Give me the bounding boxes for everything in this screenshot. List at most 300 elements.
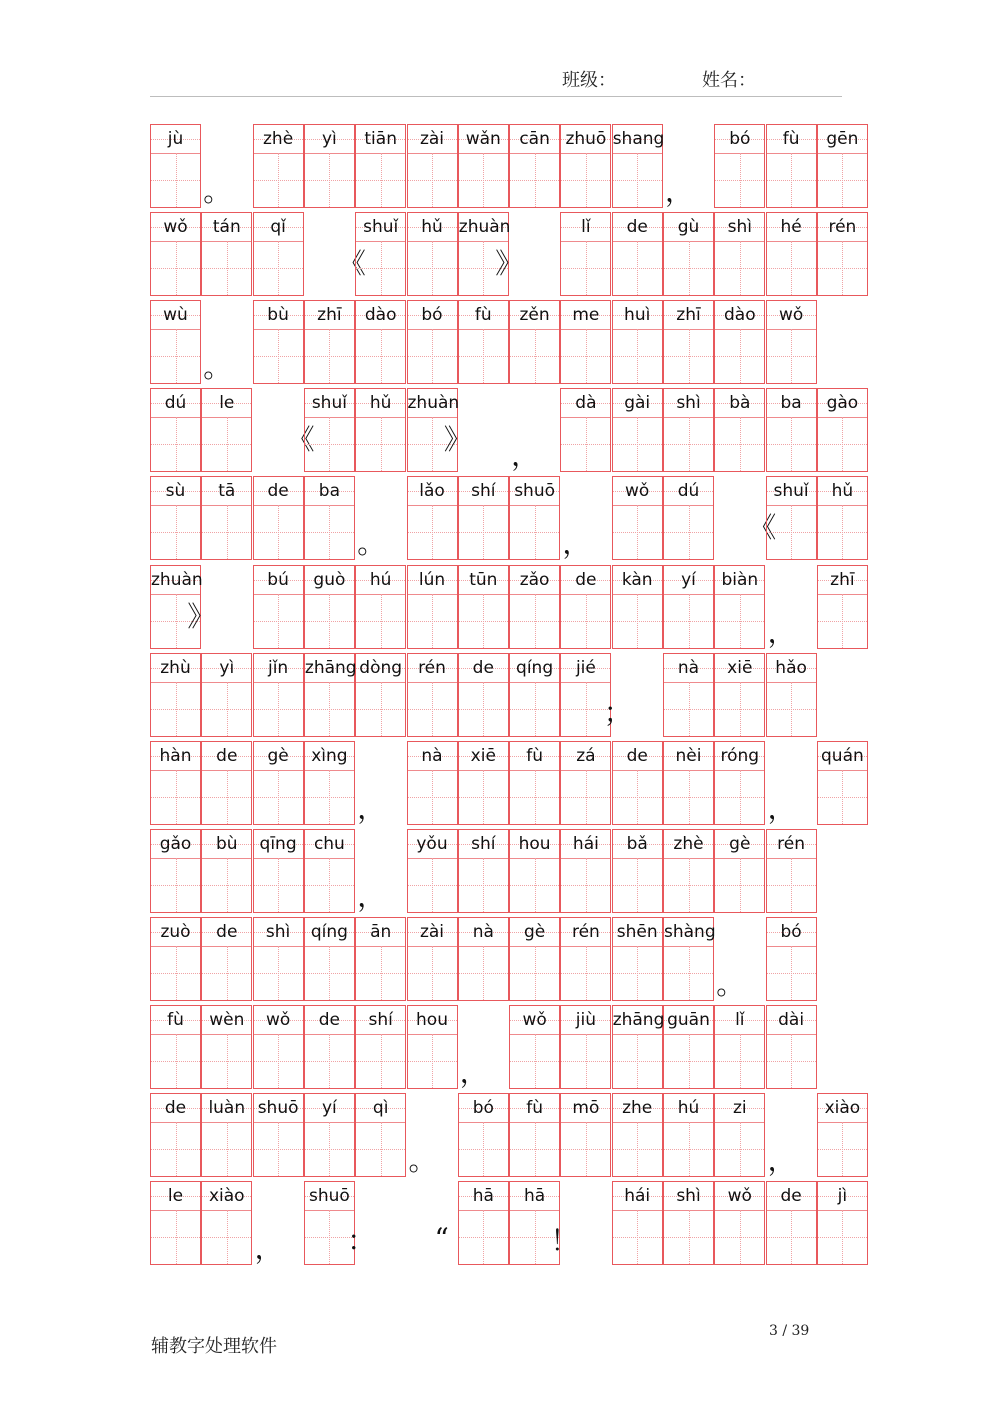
pinyin-label: bù [216, 833, 238, 854]
tian-ge-cell [201, 653, 252, 737]
pinyin-label: de [318, 1010, 341, 1030]
tian-ge-cell [304, 124, 355, 208]
tian-ge-cell [612, 741, 663, 825]
pinyin-label: kàn [621, 569, 653, 590]
punctuation-comma: ， [357, 791, 386, 825]
pinyin-label: bù [267, 305, 289, 326]
tian-ge-cell [663, 388, 714, 472]
pinyin-label: sù [165, 481, 186, 502]
punctuation-comma: ， [767, 1144, 796, 1178]
tian-ge-cell [714, 300, 765, 384]
punctuation-period: 。 [716, 967, 745, 1001]
pinyin-label: quán [821, 745, 864, 766]
pinyin-label: shēn [616, 921, 658, 942]
pinyin-label: shí [471, 833, 496, 854]
tian-ge-cell [304, 565, 355, 649]
tian-ge-cell [663, 653, 714, 737]
punctuation-semicolon: ； [603, 695, 632, 729]
tian-ge-cell [817, 212, 868, 296]
tian-ge-cell [355, 124, 406, 208]
tian-ge-cell [458, 476, 509, 560]
tian-ge-cell [150, 300, 201, 384]
tian-ge-cell [817, 565, 868, 649]
pinyin-label: hái [624, 1186, 651, 1207]
tian-ge-cell [612, 829, 663, 913]
pinyin-label: hǔ [831, 481, 854, 502]
tian-ge-cell [150, 829, 201, 913]
tian-ge-cell [150, 124, 201, 208]
pinyin-label: de [216, 921, 238, 942]
tian-ge-cell [714, 1181, 765, 1265]
name-label: 姓名： [702, 70, 756, 91]
pinyin-label: jì [837, 1186, 848, 1207]
tian-ge-cell [407, 653, 458, 737]
pinyin-label: dào [364, 305, 397, 326]
tian-ge-cell [509, 829, 560, 913]
punctuation-close-book-quote: 》 [187, 599, 216, 633]
pinyin-label: zhāng [612, 1010, 665, 1030]
pinyin-label: biàn [721, 569, 759, 590]
pinyin-label: xiē [727, 657, 753, 678]
pinyin-label: zhuàn [151, 569, 203, 590]
pinyin-label: shuǐ [773, 481, 809, 502]
tian-ge-cell [612, 212, 663, 296]
tian-ge-cell [714, 565, 765, 649]
tian-ge-cell [766, 124, 817, 208]
pinyin-label: dài [778, 1010, 805, 1030]
tian-ge-cell [766, 476, 817, 560]
pinyin-label: zi [732, 1098, 747, 1119]
tian-ge-cell [714, 124, 765, 208]
tian-ge-cell [253, 829, 304, 913]
pinyin-label: dà [575, 393, 597, 414]
tian-ge-cell [560, 829, 611, 913]
pinyin-label: jiù [575, 1010, 596, 1030]
tian-ge-cell [407, 829, 458, 913]
pinyin-label: rén [418, 657, 446, 678]
tian-ge-cell [304, 388, 355, 472]
pinyin-label: lǐ [735, 1010, 745, 1030]
tian-ge-cell [509, 653, 560, 737]
tian-ge-cell [612, 917, 663, 1001]
punctuation-comma: ， [459, 1056, 488, 1089]
tian-ge-cell [201, 388, 252, 472]
pinyin-label: hou [518, 833, 551, 854]
pinyin-label: rén [828, 217, 857, 238]
tian-ge-cell [150, 388, 201, 472]
pinyin-label: zài [419, 921, 445, 942]
tian-ge-cell [355, 565, 406, 649]
tian-ge-cell [150, 1093, 201, 1177]
tian-ge-cell [560, 741, 611, 825]
pinyin-label: hǔ [421, 217, 443, 238]
punctuation-period: 。 [357, 527, 386, 561]
tian-ge-cell [304, 1093, 355, 1177]
pinyin-label: ba [780, 393, 802, 414]
tian-ge-cell [150, 917, 201, 1001]
class-label: 班级： [562, 70, 616, 91]
tian-ge-cell [560, 565, 611, 649]
pinyin-label: bú [267, 569, 289, 590]
tian-ge-cell [714, 1093, 765, 1177]
pinyin-label: wǒ [522, 1010, 547, 1030]
pinyin-label: de [575, 569, 597, 590]
pinyin-label: de [216, 745, 238, 766]
pinyin-label: chu [313, 833, 345, 854]
pinyin-label: tūn [469, 569, 498, 590]
punctuation-exclamation: ！ [550, 1224, 579, 1258]
pinyin-label: de [472, 657, 494, 678]
tian-ge-cell [407, 212, 458, 296]
pinyin-label: de [626, 745, 648, 766]
tian-ge-cell [663, 1181, 714, 1265]
tian-ge-cell [714, 212, 765, 296]
tian-ge-cell [304, 741, 355, 825]
tian-ge-cell [201, 829, 252, 913]
tian-ge-cell [150, 653, 201, 737]
tian-ge-cell [150, 1181, 201, 1265]
tian-ge-cell [714, 653, 765, 737]
punctuation-comma: ， [511, 439, 540, 473]
pinyin-label: zǎo [519, 569, 550, 590]
tian-ge-cell [560, 1093, 611, 1177]
tian-ge-cell [304, 829, 355, 913]
tian-ge-cell [201, 917, 252, 1001]
tian-ge-cell [612, 1181, 663, 1265]
pinyin-label: bó [729, 129, 751, 149]
tian-ge-cell [407, 124, 458, 208]
pinyin-label: tán [212, 217, 241, 238]
tian-ge-cell [355, 388, 406, 472]
tian-ge-cell [766, 829, 817, 913]
pinyin-label: fù [167, 1010, 184, 1030]
tian-ge-cell [560, 917, 611, 1001]
tian-ge-cell [509, 565, 560, 649]
pinyin-label: gè [267, 745, 289, 766]
tian-ge-cell [407, 741, 458, 825]
tian-ge-cell [304, 653, 355, 737]
pinyin-label: zhī [830, 569, 855, 590]
pinyin-label: guò [313, 569, 346, 590]
pinyin-label: nèi [675, 745, 702, 766]
pinyin-label: jié [575, 657, 596, 678]
pinyin-label: shí [368, 1010, 393, 1030]
tian-ge-cell [612, 124, 663, 208]
pinyin-label: zhuō [565, 129, 607, 149]
tian-ge-cell [663, 1093, 714, 1177]
tian-ge-cell [817, 476, 868, 560]
tian-ge-cell [201, 1093, 252, 1177]
tian-ge-cell [766, 300, 817, 384]
pinyin-label: rén [571, 921, 600, 942]
tian-ge-cell [714, 388, 765, 472]
pinyin-label: gēn [826, 129, 859, 149]
pinyin-label: huì [624, 305, 651, 326]
footer-software-name: 辅教字处理软件 [151, 1336, 277, 1357]
tian-ge-cell [612, 388, 663, 472]
tian-ge-cell [458, 1093, 509, 1177]
pinyin-label: de [164, 1098, 187, 1119]
tian-ge-cell [201, 741, 252, 825]
punctuation-comma: ， [767, 791, 796, 825]
tian-ge-cell [355, 1093, 406, 1177]
tian-ge-cell [612, 476, 663, 560]
pinyin-label: qíng [310, 921, 348, 942]
pinyin-label: hái [572, 833, 599, 854]
pinyin-label: hā [472, 1186, 494, 1207]
tian-ge-cell [253, 1005, 304, 1089]
tian-ge-cell [407, 1005, 458, 1089]
pinyin-label: hé [780, 217, 802, 238]
pinyin-label: dú [164, 393, 187, 414]
tian-ge-cell [201, 1181, 252, 1265]
pinyin-label: qīng [259, 833, 297, 854]
pinyin-label: gǎo [159, 833, 192, 854]
tian-ge-cell [714, 829, 765, 913]
pinyin-label: ba [318, 481, 340, 502]
tian-ge-cell [304, 1005, 355, 1089]
pinyin-label: yǒu [416, 833, 448, 854]
tian-ge-cell [407, 917, 458, 1001]
pinyin-label: bó [472, 1098, 494, 1119]
punctuation-comma: ， [357, 879, 386, 913]
pinyin-label: wǒ [265, 1010, 291, 1030]
pinyin-label: le [167, 1186, 184, 1207]
pinyin-label: wǒ [727, 1186, 752, 1207]
pinyin-label: shì [676, 1186, 701, 1207]
pinyin-label: lǎo [419, 481, 445, 502]
pinyin-label: bǎ [626, 833, 648, 854]
pinyin-label: shuǐ [311, 393, 347, 414]
tian-ge-cell [355, 653, 406, 737]
pinyin-label: nà [421, 745, 443, 766]
tian-ge-cell [663, 212, 714, 296]
pinyin-label: mō [572, 1098, 600, 1119]
pinyin-label: shang [612, 129, 665, 149]
pinyin-label: qì [372, 1098, 389, 1119]
punctuation-comma: ， [767, 615, 796, 649]
pinyin-label: shuǐ [363, 217, 399, 238]
pinyin-label: nà [677, 657, 700, 678]
pinyin-label: tiān [364, 129, 397, 149]
pinyin-label: gè [729, 833, 751, 854]
pinyin-label: wǎn [465, 129, 501, 149]
punctuation-period: 。 [408, 1144, 437, 1178]
tian-ge-cell [304, 476, 355, 560]
pinyin-label: xìng [311, 745, 348, 766]
tian-ge-cell [663, 1005, 714, 1089]
tian-ge-cell [612, 565, 663, 649]
pinyin-label: róng [720, 745, 760, 766]
tian-ge-cell [560, 212, 611, 296]
pinyin-label: rén [777, 833, 806, 854]
pinyin-label: ān [370, 921, 392, 942]
tian-ge-cell [509, 917, 560, 1001]
tian-ge-cell [509, 1005, 560, 1089]
pinyin-label: yí [321, 1098, 337, 1119]
punctuation-open-book-quote: 《 [748, 511, 777, 545]
tian-ge-cell [458, 124, 509, 208]
tian-ge-cell [458, 565, 509, 649]
tian-ge-cell [253, 741, 304, 825]
punctuation-period: 。 [203, 351, 232, 385]
pinyin-label: qǐ [270, 217, 286, 238]
pinyin-label: zhuàn [458, 217, 511, 238]
tian-ge-cell [766, 1005, 817, 1089]
tian-ge-cell [714, 1005, 765, 1089]
pinyin-label: zhuàn [407, 393, 460, 414]
pinyin-label: guān [667, 1010, 710, 1030]
punctuation-comma: ， [562, 527, 591, 561]
pinyin-label: cān [519, 129, 550, 149]
pinyin-label: hou [416, 1010, 448, 1030]
tian-ge-cell [458, 741, 509, 825]
pinyin-label: wù [163, 305, 188, 326]
tian-ge-cell [253, 653, 304, 737]
pinyin-label: fù [474, 305, 492, 326]
tian-ge-cell [560, 1005, 611, 1089]
pinyin-label: xiē [470, 745, 496, 766]
tian-ge-cell [560, 388, 611, 472]
tian-ge-cell [766, 1181, 817, 1265]
tian-ge-cell [458, 300, 509, 384]
pinyin-label: yí [681, 569, 696, 590]
pinyin-label: lǐ [581, 217, 591, 238]
punctuation-comma: ， [254, 1232, 283, 1266]
tian-ge-cell [817, 124, 868, 208]
pinyin-label: zhù [160, 657, 191, 678]
tian-ge-cell [612, 1093, 663, 1177]
tian-ge-cell [663, 300, 714, 384]
pinyin-label: zhī [317, 305, 342, 326]
pinyin-label: lún [418, 569, 446, 590]
tian-ge-cell [304, 917, 355, 1001]
pinyin-label: luàn [208, 1098, 246, 1119]
pinyin-label: fù [782, 129, 800, 149]
tian-ge-cell [253, 124, 304, 208]
tian-ge-cell [253, 917, 304, 1001]
tian-ge-cell [355, 917, 406, 1001]
tian-ge-cell [201, 1005, 252, 1089]
tian-ge-cell [355, 1005, 406, 1089]
pinyin-label: gào [826, 393, 859, 414]
tian-ge-cell [150, 1005, 201, 1089]
pinyin-label: shàng [664, 921, 716, 942]
pinyin-label: bà [729, 393, 751, 414]
tian-ge-cell [355, 212, 406, 296]
pinyin-label: xiào [208, 1186, 245, 1207]
punctuation-close-book-quote: 》 [443, 423, 472, 457]
pinyin-label: gù [677, 217, 700, 238]
tian-ge-cell [663, 829, 714, 913]
punctuation-close-book-quote: 》 [495, 247, 524, 281]
pinyin-label: zhe [622, 1098, 653, 1119]
tian-ge-cell [612, 1005, 663, 1089]
tian-ge-cell [253, 476, 304, 560]
punctuation-open-quote: “ [434, 1222, 449, 1256]
pinyin-label: gài [624, 393, 651, 414]
pinyin-label: zhī [676, 305, 701, 326]
tian-ge-cell [509, 741, 560, 825]
tian-ge-cell [458, 653, 509, 737]
pinyin-label: dòng [359, 657, 403, 678]
tian-ge-cell [253, 300, 304, 384]
tian-ge-cell [201, 476, 252, 560]
pinyin-label: fù [526, 1098, 543, 1119]
pinyin-label: wǒ [163, 217, 188, 238]
tian-ge-cell [304, 300, 355, 384]
tian-ge-cell [509, 124, 560, 208]
tian-ge-cell [663, 565, 714, 649]
pinyin-label: nà [472, 921, 494, 942]
pinyin-label: shì [265, 921, 291, 942]
tian-ge-cell [509, 300, 560, 384]
punctuation-open-book-quote: 《 [337, 247, 366, 281]
pinyin-label: shuō [308, 1186, 350, 1207]
tian-ge-cell [817, 741, 868, 825]
tian-ge-cell [509, 476, 560, 560]
pinyin-label: zhè [673, 833, 704, 854]
tian-ge-cell [253, 565, 304, 649]
pinyin-label: shì [727, 217, 752, 238]
pinyin-label: me [572, 305, 600, 326]
pinyin-label: hǎo [775, 657, 807, 678]
tian-ge-cell [407, 476, 458, 560]
pinyin-label: dú [677, 481, 700, 502]
pinyin-label: hàn [159, 745, 192, 766]
tian-ge-cell [150, 476, 201, 560]
pinyin-label: zhāng [304, 657, 357, 678]
pinyin-label: bó [780, 921, 802, 942]
pinyin-label: jǐn [267, 657, 289, 678]
punctuation-colon: ： [347, 1224, 376, 1258]
pinyin-label: wǒ [778, 305, 804, 326]
tian-ge-cell [458, 829, 509, 913]
tian-ge-cell [253, 212, 304, 296]
pinyin-label: hú [369, 569, 392, 590]
pinyin-label: shì [676, 393, 701, 414]
pinyin-label: hā [523, 1186, 546, 1207]
tian-ge-cell [509, 1093, 560, 1177]
tian-ge-cell [817, 1181, 868, 1265]
pinyin-label: de [780, 1186, 802, 1207]
tian-ge-cell [817, 1093, 868, 1177]
pinyin-label: dào [723, 305, 756, 326]
tian-ge-cell [458, 917, 509, 1001]
pinyin-label: shí [471, 481, 496, 502]
tian-ge-cell [766, 917, 817, 1001]
punctuation-open-book-quote: 《 [286, 423, 315, 457]
tian-ge-cell [407, 565, 458, 649]
pinyin-label: bó [421, 305, 443, 326]
tian-ge-cell [560, 124, 611, 208]
tian-ge-cell [150, 741, 201, 825]
tian-ge-cell [612, 300, 663, 384]
tian-ge-cell [663, 741, 714, 825]
pinyin-label: tā [218, 481, 236, 502]
tian-ge-cell [150, 212, 201, 296]
punctuation-period: 。 [203, 175, 232, 208]
tian-ge-cell [663, 476, 714, 560]
pinyin-label: le [219, 393, 235, 414]
tian-ge-cell [714, 741, 765, 825]
pinyin-label: zěn [519, 305, 550, 326]
tian-ge-cell [663, 917, 714, 1001]
tian-ge-cell [201, 212, 252, 296]
pinyin-label: hǔ [369, 393, 392, 414]
pinyin-label: jù [167, 129, 184, 149]
tian-ge-cell [355, 300, 406, 384]
